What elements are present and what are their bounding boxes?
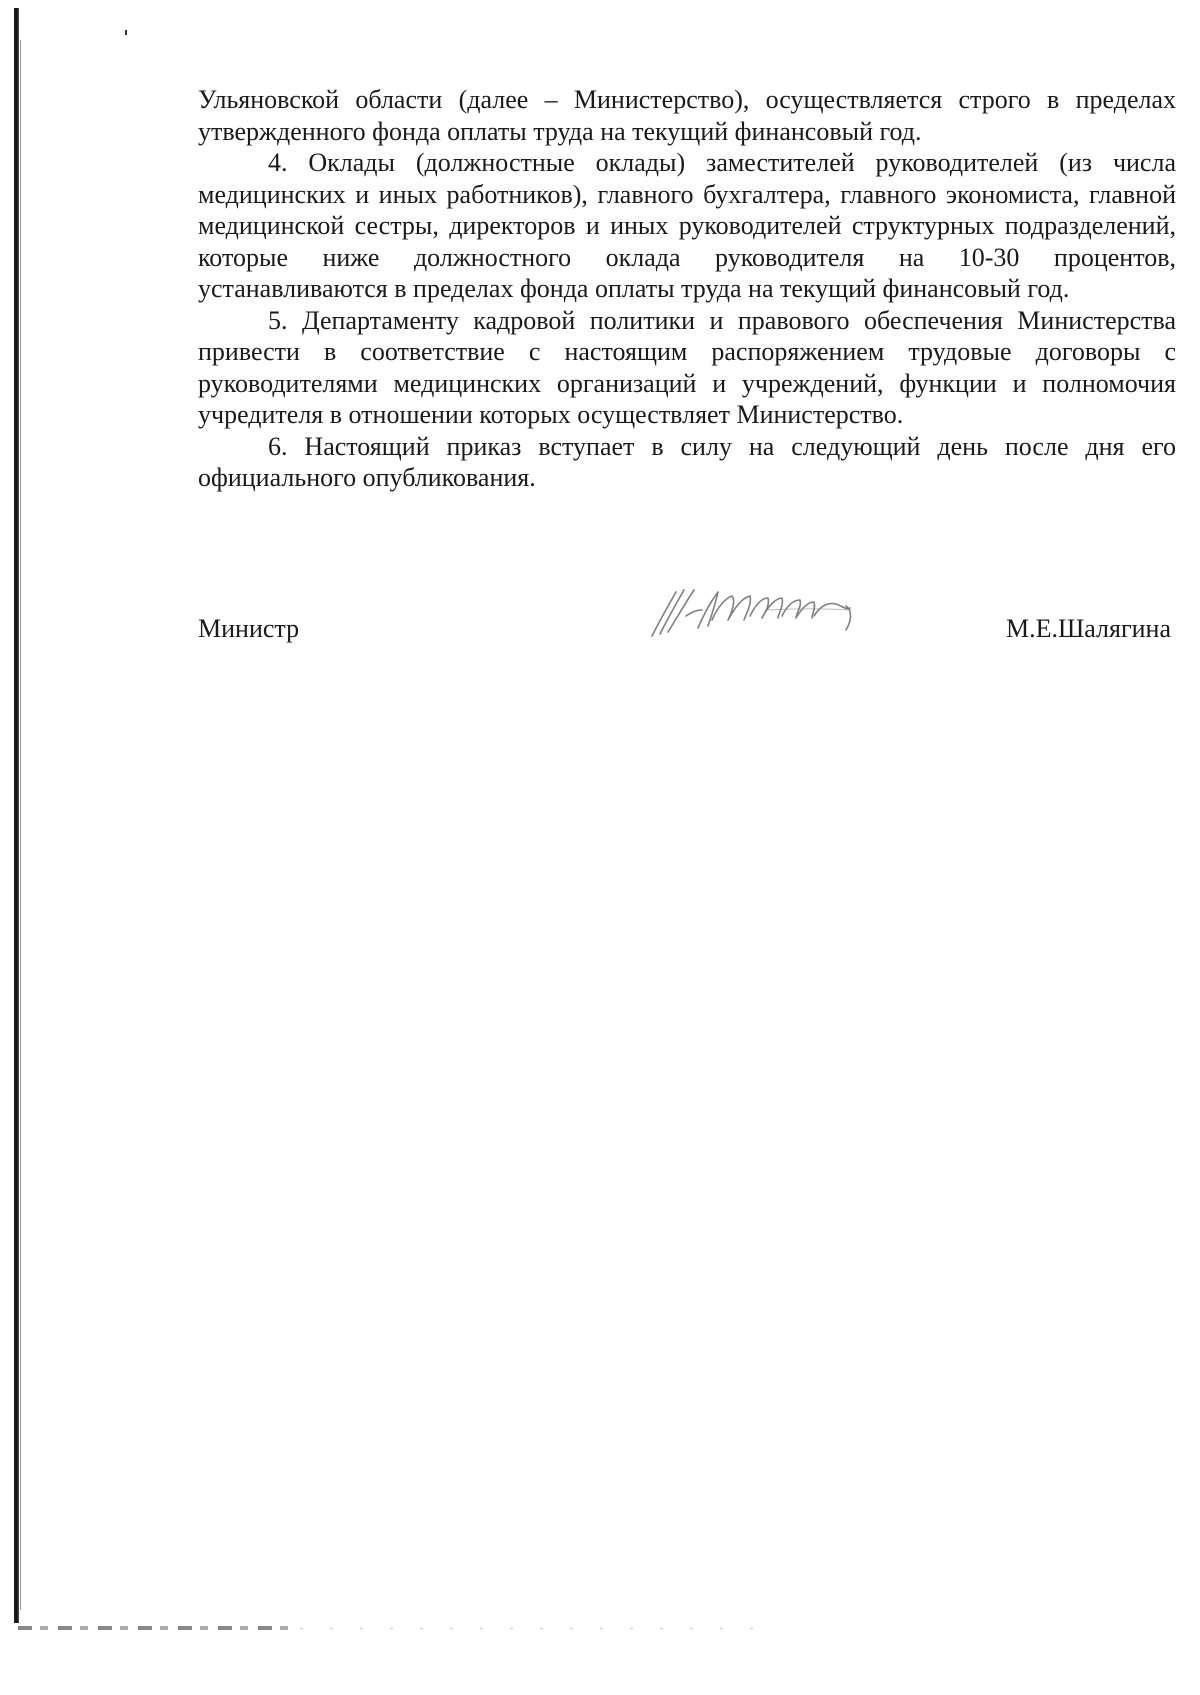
handwritten-signature-icon <box>646 576 896 646</box>
scan-bottom-faint-line <box>300 1628 770 1629</box>
scan-speck <box>125 30 127 35</box>
scan-bottom-artifact <box>18 1626 288 1630</box>
scan-edge-line <box>20 40 21 1610</box>
document-body <box>198 84 1176 494</box>
paragraph-intro: Ульяновской области (далее – Министерство), осуществляется строго в пределах утвержденного фонда оплаты труда на текущий финансовый год. <box>198 85 1176 146</box>
scan-edge-artifact <box>14 8 19 1623</box>
paragraph-item-4: 4. Оклады (должностные оклады) заместителей руководителей (из числа медицинских и иных работников), главного бухгалтера, главного экономиста, главной медицинской сестры, директоров и иных руководителей структурных подразделений, которые ниже должностного оклада руководителя на 10-30 процентов, устанавливаются в пределах фонда оплаты труда на текущий финансовый год. <box>198 148 1176 303</box>
signatory-name: М.Е.Шалягина <box>1006 614 1171 643</box>
signatory-title: Министр <box>198 614 300 643</box>
signature-block <box>198 610 1176 690</box>
paragraph-item-6: 6. Настоящий приказ вступает в силу на следующий день после дня его официального опубликования. <box>198 431 1176 492</box>
paragraph-item-5: 5. Департаменту кадровой политики и правового обеспечения Министерства привести в соответствие с настоящим распоряжением трудовые договоры с руководителями медицинских организаций и учреждений, функции и полномочия учредителя в отношении которых осуществляет Министерство. <box>198 305 1176 429</box>
